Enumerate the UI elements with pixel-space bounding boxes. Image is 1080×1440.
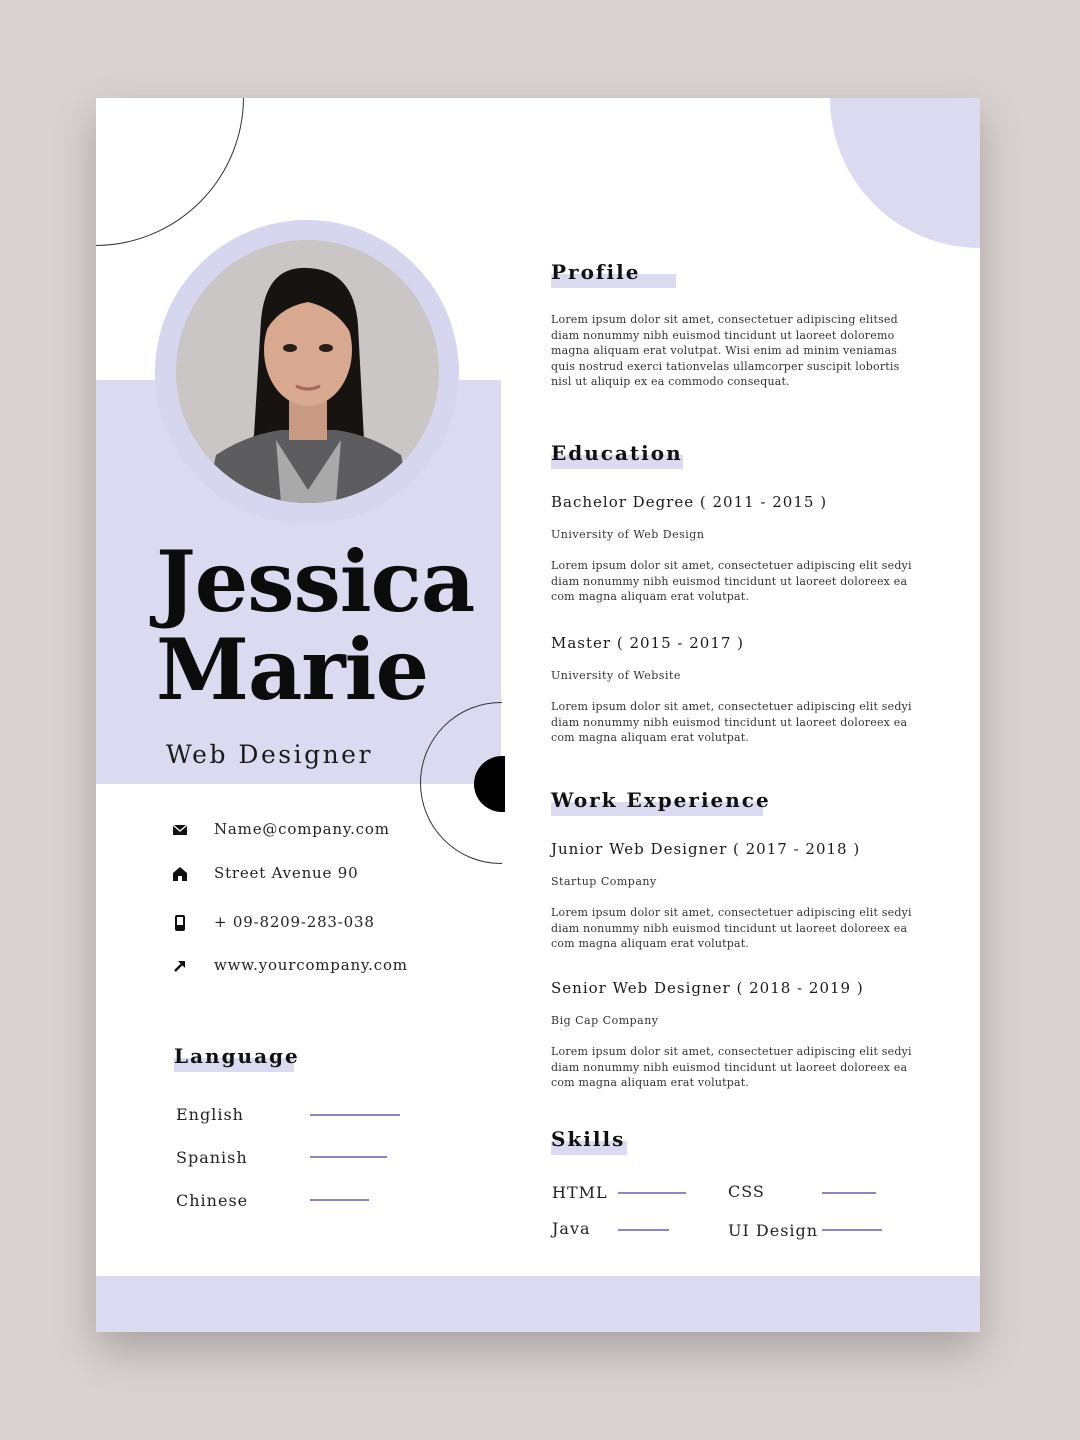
- portrait-image: [176, 240, 439, 503]
- envelope-icon: [172, 822, 188, 838]
- skill-label-java: Java: [552, 1219, 591, 1238]
- skill-bar-ui-design: [822, 1229, 882, 1231]
- first-name: Jessica: [156, 532, 475, 631]
- work-title-2: Senior Web Designer ( 2018 - 2019 ): [551, 979, 864, 997]
- language-label-chinese: Chinese: [176, 1191, 249, 1210]
- email-text: Name@company.com: [214, 820, 390, 838]
- work-text-2: Lorem ipsum dolor sit amet, consectetuer adipiscing elit sedyi diam nonummy nibh euismod tincidunt ut laoreet doloreex ea com magna aliquam erat volutpat.: [551, 1045, 912, 1089]
- phone-icon: [172, 915, 188, 931]
- education-heading: Education: [551, 441, 683, 465]
- work-heading: Work Experience: [551, 788, 771, 812]
- contact-phone[interactable]: [172, 913, 492, 937]
- arrow-link-icon: [172, 958, 188, 974]
- profile-text: Lorem ipsum dolor sit amet, consectetuer adipiscing elitsed diam nonummy nibh euismod tincidunt ut laoreet doloremo magna aliquam erat volutpat. Wisi enim ad minim veniamas quis nostrud exerci tationvelas ullamcorper suscipit lobortis nisl ut aliquip ex ea commodo consequat.: [551, 313, 900, 388]
- contact-email[interactable]: [172, 820, 492, 844]
- skill-bar-html: [618, 1192, 686, 1194]
- education-title-2: Master ( 2015 - 2017 ): [551, 634, 745, 652]
- education-org-2: University of Website: [551, 669, 681, 682]
- education-title-1: Bachelor Degree ( 2011 - 2015 ): [551, 493, 828, 511]
- skill-label-ui-design: UI Design: [728, 1221, 819, 1240]
- work-title-1: Junior Web Designer ( 2017 - 2018 ): [551, 840, 861, 858]
- skill-label-html: HTML: [552, 1183, 608, 1202]
- decorative-arc: [96, 98, 244, 246]
- language-label-english: English: [176, 1105, 244, 1124]
- full-name: [156, 532, 475, 719]
- decorative-circle: [830, 98, 980, 248]
- education-text-2: Lorem ipsum dolor sit amet, consectetuer adipiscing elit sedyi diam nonummy nibh euismod tincidunt ut laoreet doloreex ea com magna aliquam erat volutpat.: [551, 700, 912, 744]
- contact-website[interactable]: [172, 956, 492, 980]
- skill-label-css: CSS: [728, 1182, 765, 1201]
- work-org-2: Big Cap Company: [551, 1014, 659, 1027]
- skill-bar-css: [822, 1192, 876, 1194]
- phone-text: + 09-8209-283-038: [214, 913, 375, 931]
- language-label-spanish: Spanish: [176, 1148, 248, 1167]
- home-icon: [172, 866, 188, 882]
- work-text-1: Lorem ipsum dolor sit amet, consectetuer adipiscing elit sedyi diam nonummy nibh euismod tincidunt ut laoreet doloreex ea com magna aliquam erat volutpat.: [551, 906, 912, 950]
- website-text: www.yourcompany.com: [214, 956, 408, 974]
- contact-address: [172, 864, 492, 888]
- profile-heading: Profile: [551, 260, 640, 284]
- resume-page: [96, 98, 980, 1332]
- language-bar-chinese: [310, 1199, 369, 1201]
- skills-heading: Skills: [551, 1127, 625, 1151]
- footer-band: [96, 1276, 980, 1332]
- language-bar-spanish: [310, 1156, 387, 1158]
- address-text: Street Avenue 90: [214, 864, 359, 882]
- job-title: Web Designer: [166, 740, 373, 769]
- skill-bar-java: [618, 1229, 669, 1231]
- language-bar-english: [310, 1114, 400, 1116]
- education-org-1: University of Web Design: [551, 528, 705, 541]
- last-name: Marie: [156, 620, 429, 719]
- decorative-half-dot: [474, 756, 530, 812]
- profile-photo: [176, 240, 439, 503]
- education-text-1: Lorem ipsum dolor sit amet, consectetuer adipiscing elit sedyi diam nonummy nibh euismod tincidunt ut laoreet doloreex ea com magna aliquam erat volutpat.: [551, 559, 912, 603]
- language-heading: Language: [174, 1044, 300, 1068]
- work-org-1: Startup Company: [551, 875, 657, 888]
